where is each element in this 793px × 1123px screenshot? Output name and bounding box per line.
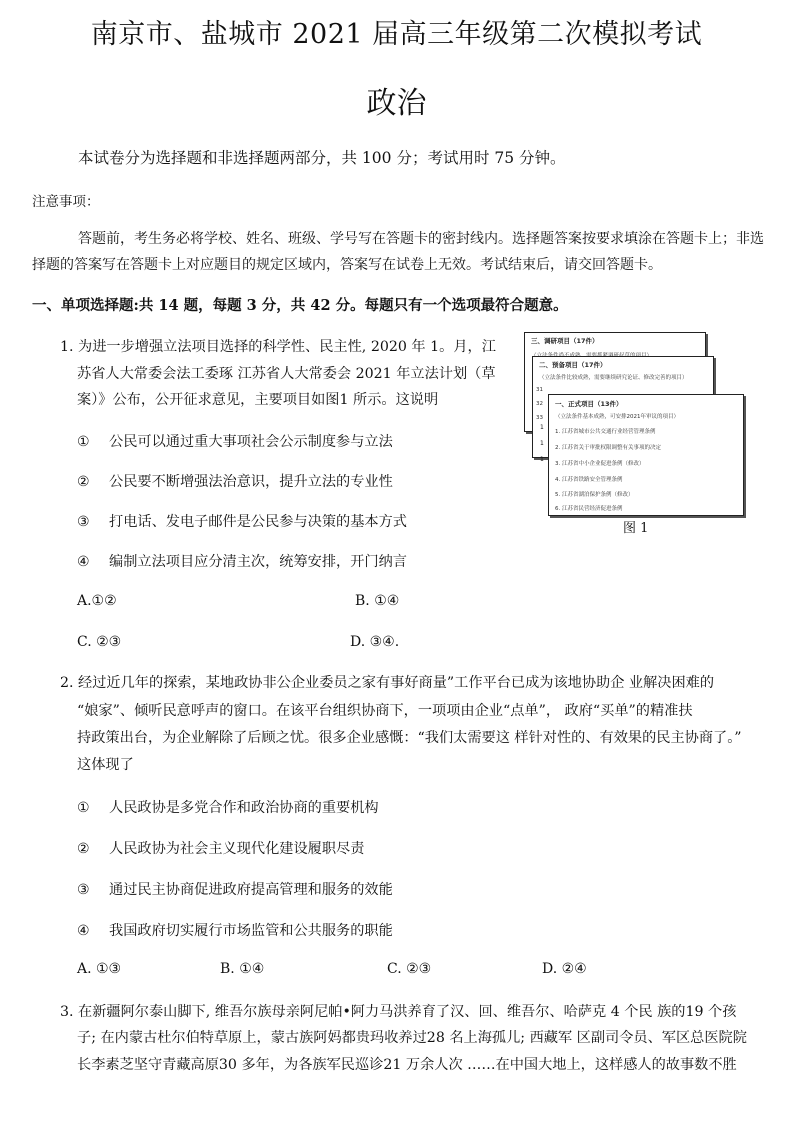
sheet2-num: 33 xyxy=(536,415,543,421)
option-number: ② xyxy=(77,474,90,490)
q2-choice-a: A. ①③ xyxy=(77,961,122,977)
sheet1-title: 一、正式项目（13件） xyxy=(555,400,623,408)
q2-option-3 xyxy=(77,879,393,899)
exam-intro: 本试卷分为选择题和非选择题两部分，共 100 分；考试用时 75 分钟。 xyxy=(78,149,566,167)
option-text: 公民要不断增强法治意识，提升立法的专业性 xyxy=(109,474,393,490)
sheet1-item: 2. 江苏省关于审批权限调整有关事项的决定 xyxy=(555,445,661,451)
q1-line1: 1. 为进一步增强立法项目选择的科学性、民主性, 2020 年 1。月，江 xyxy=(60,339,496,355)
q1-line2: 苏省人大常委会法工委琢 江苏省人大常委会 2021 年立法计划（草 xyxy=(77,366,496,382)
q2-option-2 xyxy=(77,838,364,858)
q2-line4: 这体现了 xyxy=(77,757,134,773)
option-number: ① xyxy=(77,434,90,450)
option-number: ④ xyxy=(77,923,90,939)
q1-choice-d: D. ③④. xyxy=(350,634,400,650)
side-num: 1 xyxy=(540,440,544,447)
sheet3-title: 三、调研项目（17件） xyxy=(531,337,599,345)
option-number: ③ xyxy=(77,882,90,898)
sheet2-num: 32 xyxy=(536,401,543,407)
exam-title: 南京市、盐城市 2021 届高三年级第二次模拟考试 xyxy=(90,19,703,50)
q1-option-1 xyxy=(77,431,393,451)
notice-body: 答题前，考生务必将学校、姓名、班级、学号写在答题卡的密封线内。选择题答案按要求填涂在答题卡上；非选择题的答案写在答题卡上对应题目的规定区域内，答案写在试卷上无效。考试结束后，请交回答题卡。 xyxy=(32,231,764,273)
q1-choice-b: B. ①④ xyxy=(355,593,400,609)
option-number: ④ xyxy=(77,554,90,570)
q1-option-3 xyxy=(77,511,407,531)
option-number: ① xyxy=(77,800,90,816)
sheet1-item: 1. 江苏省城市公共交通行业经营管理条例 xyxy=(555,429,656,435)
q3-line1: 3. 在新疆阿尔泰山脚下, 维吾尔族母亲阿尼帕•阿力马洪养育了汉、回、维吾尔、哈萨克 4 个民 族的19 个孩 xyxy=(60,1004,737,1020)
q2-line2: “娘家”、倾听民意呼声的窗口。在该平台组织协商下，一项项由企业“点单”， 政府“买单”的精准扶 xyxy=(77,703,693,719)
option-text: 编制立法项目应分清主次，统筹安排，开门纳言 xyxy=(109,554,407,570)
q2-line1: 2. 经过近几年的探索，某地政协非公企业委员之家有事好商量”工作平台已成为该地协助企 业解决困难的 xyxy=(60,675,715,691)
side-num: 1 xyxy=(540,456,544,463)
sheet1-item: 3. 江苏省中小企业促进条例（修改） xyxy=(555,461,645,467)
notice-heading: 注意事项： xyxy=(32,194,100,210)
figure-1 xyxy=(518,330,748,530)
q1-line3: 案）》公布，公开征求意见，主要项目如图1 所示。这说明 xyxy=(77,392,439,408)
sheet2-note: （立法条件比较成熟，需要继续研究论证、修改完善的项目） xyxy=(539,375,688,381)
figure-caption: 图 1 xyxy=(623,521,649,536)
sheet2-title: 二、预备项目（17件） xyxy=(539,361,607,369)
q2-option-1 xyxy=(77,797,379,817)
q3-line3: 长李素芝坚守青藏高原30 多年，为各族军民巡诊21 万余人次 ……在中国大地上，这样感人的故事数不胜 xyxy=(77,1057,737,1073)
sheet1-item: 4. 江苏省铁路安全管理条例 xyxy=(555,477,623,483)
sheet1-item: 6. 江苏省民营经济促进条例 xyxy=(555,506,623,512)
option-number: ② xyxy=(77,841,90,857)
q2-choice-d: D. ②④ xyxy=(542,961,587,977)
figure-sheet-1 xyxy=(548,394,744,516)
q3-line2: 子; 在内蒙古杜尔伯特草原上，蒙古族阿妈都贵玛收养过28 名上海孤儿; 西藏军 区副司令员、军区总医院院 xyxy=(77,1030,747,1046)
sheet2-num: 31 xyxy=(536,387,543,393)
option-text: 人民政协是多党合作和政治协商的重要机构 xyxy=(109,800,379,816)
option-number: ③ xyxy=(77,514,90,530)
option-text: 我国政府切实履行市场监管和公共服务的职能 xyxy=(109,923,393,939)
sheet1-item: 5. 江苏省湖泊保护条例（修改） xyxy=(555,492,634,498)
subject-title: 政治 xyxy=(366,86,427,121)
option-text: 通过民主协商促进政府提高管理和服务的效能 xyxy=(109,882,393,898)
option-text: 人民政协为社会主义现代化建设履职尽责 xyxy=(109,841,365,857)
q1-choice-c: C. ②③ xyxy=(77,634,122,650)
q2-choice-b: B. ①④ xyxy=(220,961,265,977)
q2-option-4 xyxy=(77,920,393,940)
q1-choice-a: A.①② xyxy=(77,593,117,609)
option-text: 公民可以通过重大事项社会公示制度参与立法 xyxy=(109,434,393,450)
sheet1-note: （立法条件基本成熟，可安排2021年审议的项目） xyxy=(555,414,679,420)
q2-choice-c: C. ②③ xyxy=(387,961,432,977)
q1-option-2 xyxy=(77,471,393,491)
q1-option-4 xyxy=(77,551,407,571)
section-heading: 一、单项选择题:共 14 题，每题 3 分，共 42 分。每题只有一个选项最符合题意。 xyxy=(32,297,568,314)
q2-line3: 持政策出台，为企业解除了后顾之忧。很多企业感慨：“我们太需要这 样针对性的、有效果的民主协商了。” xyxy=(77,730,742,746)
option-text: 打电话、发电子邮件是公民参与决策的基本方式 xyxy=(109,514,407,530)
side-num: 1 xyxy=(540,424,544,431)
